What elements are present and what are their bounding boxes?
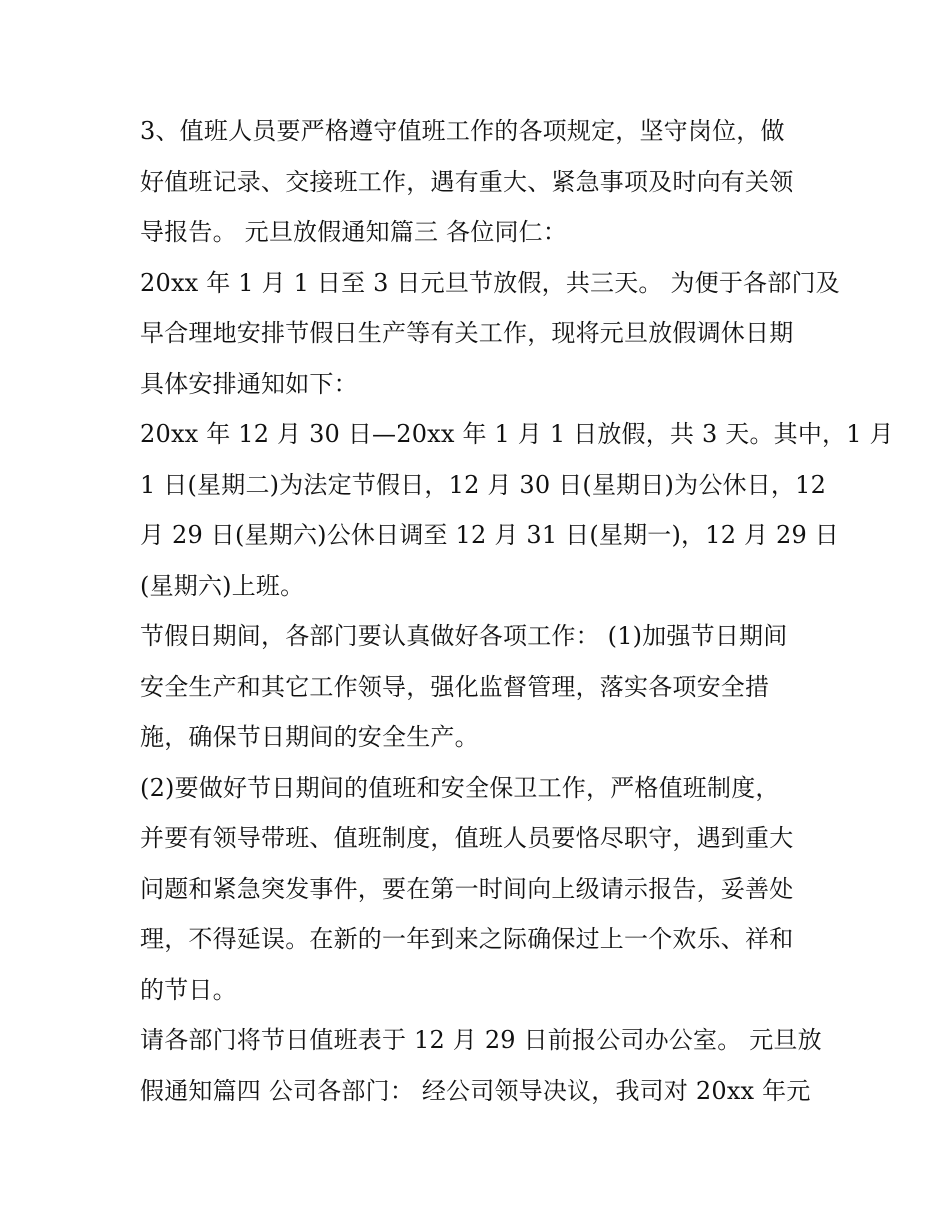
text-line: 20xx 年 12 月 30 日—20xx 年 1 月 1 日放假，共 3 天。其中，1 月 — [140, 420, 894, 448]
text-line: 节假日期间，各部门要认真做好各项工作： (1)加强节日期间 — [140, 622, 788, 650]
text-line: 并要有领导带班、值班制度，值班人员要恪尽职守，遇到重大 — [140, 824, 794, 852]
text-line: 20xx 年 1 月 1 日至 3 日元旦节放假，共三天。 为便于各部门及 — [140, 268, 840, 297]
text-line: 问题和紧急突发事件，要在第一时间向上级请示报告，妥善处 — [140, 874, 794, 903]
text-line: (2)要做好节日期间的值班和安全保卫工作，严格值班制度， — [140, 773, 780, 802]
text-line: 安全生产和其它工作领导，强化监督管理，落实各项安全措 — [140, 672, 770, 701]
text-line: 请各部门将节日值班表于 12 月 29 日前报公司办公室。 元旦放 — [140, 1026, 822, 1054]
text-line: 施，确保节日期间的安全生产。 — [140, 723, 479, 751]
text-line: 理，不得延误。在新的一年到来之际确保过上一个欢乐、祥和 — [140, 925, 794, 953]
text-line: 假通知篇四 公司各部门： 经公司领导决议，我司对 20xx 年元 — [140, 1076, 811, 1105]
text-line: 具体安排通知如下： — [140, 369, 358, 398]
text-line: 的节日。 — [140, 975, 237, 1004]
document-body — [140, 106, 894, 1116]
text-line: 导报告。 元旦放假通知篇三 各位同仁： — [140, 218, 568, 246]
text-line: 早合理地安排节假日生产等有关工作，现将元旦放假调休日期 — [140, 319, 794, 347]
text-line: 3、值班人员要严格遵守值班工作的各项规定，坚守岗位，做 — [140, 117, 785, 145]
text-line: 好值班记录、交接班工作，遇有重大、紧急事项及时向有关领 — [140, 167, 794, 196]
text-line: (星期六)上班。 — [140, 571, 305, 600]
text-line: 月 29 日(星期六)公休日调至 12 月 31 日(星期一)，12 月 29 日 — [140, 521, 840, 549]
text-line: 1 日(星期二)为法定节假日，12 月 30 日(星期日)为公休日，12 — [140, 470, 827, 499]
